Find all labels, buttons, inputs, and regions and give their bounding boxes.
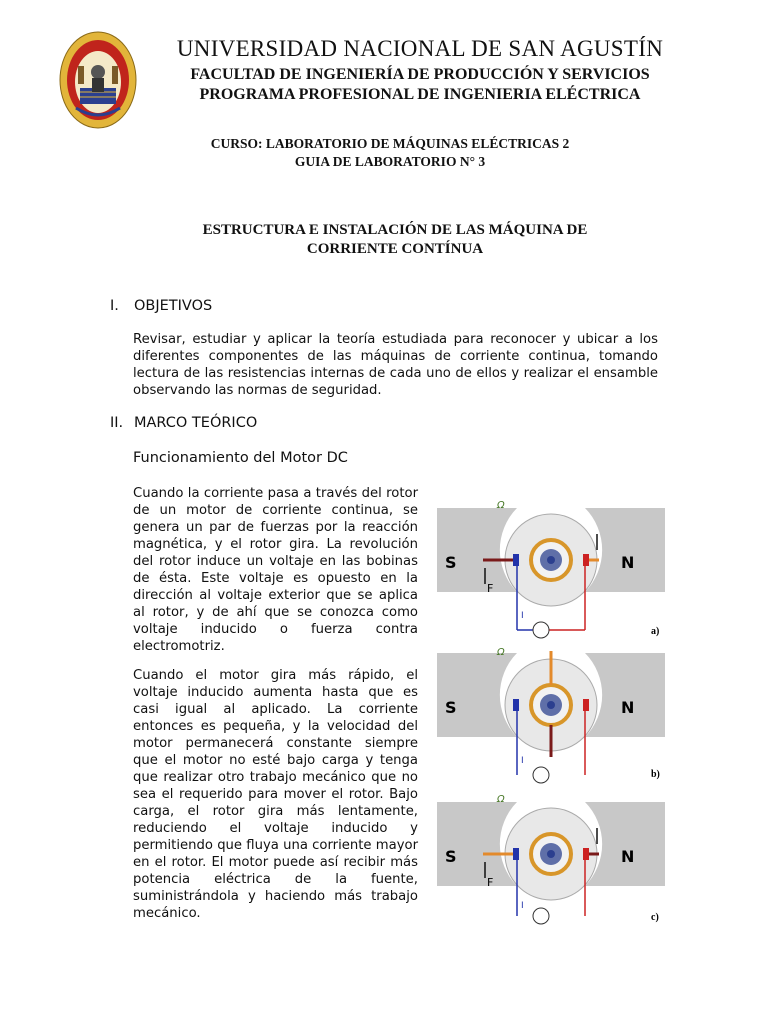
pole-n-label-a: N: [621, 553, 635, 572]
section-objetivos-heading: OBJETIVOS: [134, 298, 213, 314]
dc-motor-diagram-b: [437, 645, 665, 785]
omega-label-a: Ω: [497, 500, 505, 511]
force-label-a: F: [487, 582, 494, 595]
document-title-line2: CORRIENTE CONTÍNUA: [306, 241, 484, 257]
objetivos-paragraph: Revisar, estudiar y aplicar la teoría estudiada para reconocer y ubicar a los diferentes componentes de las máquinas de corriente continua, tomando lectura de las resistencias internas de cada uno de ellos y realizar el ensamble observando las normas de seguridad.: [133, 332, 658, 398]
motor-figure-b: [437, 645, 665, 790]
course-block: [140, 135, 640, 171]
figure-label-c: c): [651, 912, 659, 923]
figure-label-b: b): [651, 769, 660, 780]
faculty-block: [140, 65, 700, 105]
pole-s-label-b: S: [445, 698, 457, 717]
omega-label-b: Ω: [497, 647, 505, 658]
section-marco-heading: MARCO TEÓRICO: [134, 415, 258, 431]
marco-paragraph-1: Cuando la corriente pasa a través del rotor de un motor de corriente continua, se genera un par de fuerzas por la reacción magnética, y el rotor gira. La revolución del rotor induce un voltaje en las bobinas de ésta. Este voltaje es opuesto en la dirección al voltaje exterior que se aplica al rotor, y de ahí que se conozca como voltaje inducido o fuerza contra electromotriz.: [133, 486, 418, 654]
pole-s-label-c: S: [445, 847, 457, 866]
dc-motor-diagram-a: [437, 490, 665, 640]
subsection-heading: Funcionamiento del Motor DC: [133, 450, 348, 466]
section-marco-number: II.: [110, 415, 124, 431]
omega-label-c: Ω: [497, 794, 505, 805]
force-label-c: F: [487, 876, 494, 889]
university-seal-icon: [58, 30, 138, 130]
section-objetivos-number: I.: [110, 298, 119, 314]
university-name: UNIVERSIDAD NACIONAL DE SAN AGUSTÍN: [176, 36, 664, 61]
pole-n-label-b: N: [621, 698, 635, 717]
document-title-line1: ESTRUCTURA E INSTALACIÓN DE LAS MÁQUINA DE: [202, 222, 588, 238]
current-label-a: I: [521, 611, 524, 621]
figure-label-a: a): [651, 626, 660, 637]
faculty-name: FACULTAD DE INGENIERÍA DE PRODUCCIÓN Y SERVICIOS: [190, 66, 650, 83]
motor-figure-c: [437, 790, 665, 935]
guide-number: GUIA DE LABORATORIO N° 3: [294, 154, 486, 169]
pole-n-label-c: N: [621, 847, 635, 866]
current-label-b: I: [521, 756, 524, 766]
current-label-c: I: [521, 901, 524, 911]
program-name: PROGRAMA PROFESIONAL DE INGENIERIA ELÉCTRICA: [199, 86, 641, 103]
pole-s-label-a: S: [445, 553, 457, 572]
marco-paragraph-2: Cuando el motor gira más rápido, el voltaje inducido aumenta hasta que es casi igual al aplicado. La corriente entonces es pequeña, y la velocidad del motor permanecerá constante siempre que el motor no esté bajo carga y tenga que realizar otro trabajo mecánico que no sea el requerido para mover el rotor. Bajo carga, el rotor gira más lentamente, reduciendo el voltaje inducido y permitiendo que fluya una corriente mayor en el rotor. El motor puede así recibir más potencia eléctrica de la fuente, suministrándola y haciendo más trabajo mecánico.: [133, 668, 418, 921]
dc-motor-diagram-c: [437, 790, 665, 930]
university-seal: [58, 30, 138, 130]
course-name: CURSO: LABORATORIO DE MÁQUINAS ELÉCTRICAS 2: [210, 136, 570, 151]
motor-figure-a: [437, 490, 665, 645]
document-title: [140, 221, 650, 259]
